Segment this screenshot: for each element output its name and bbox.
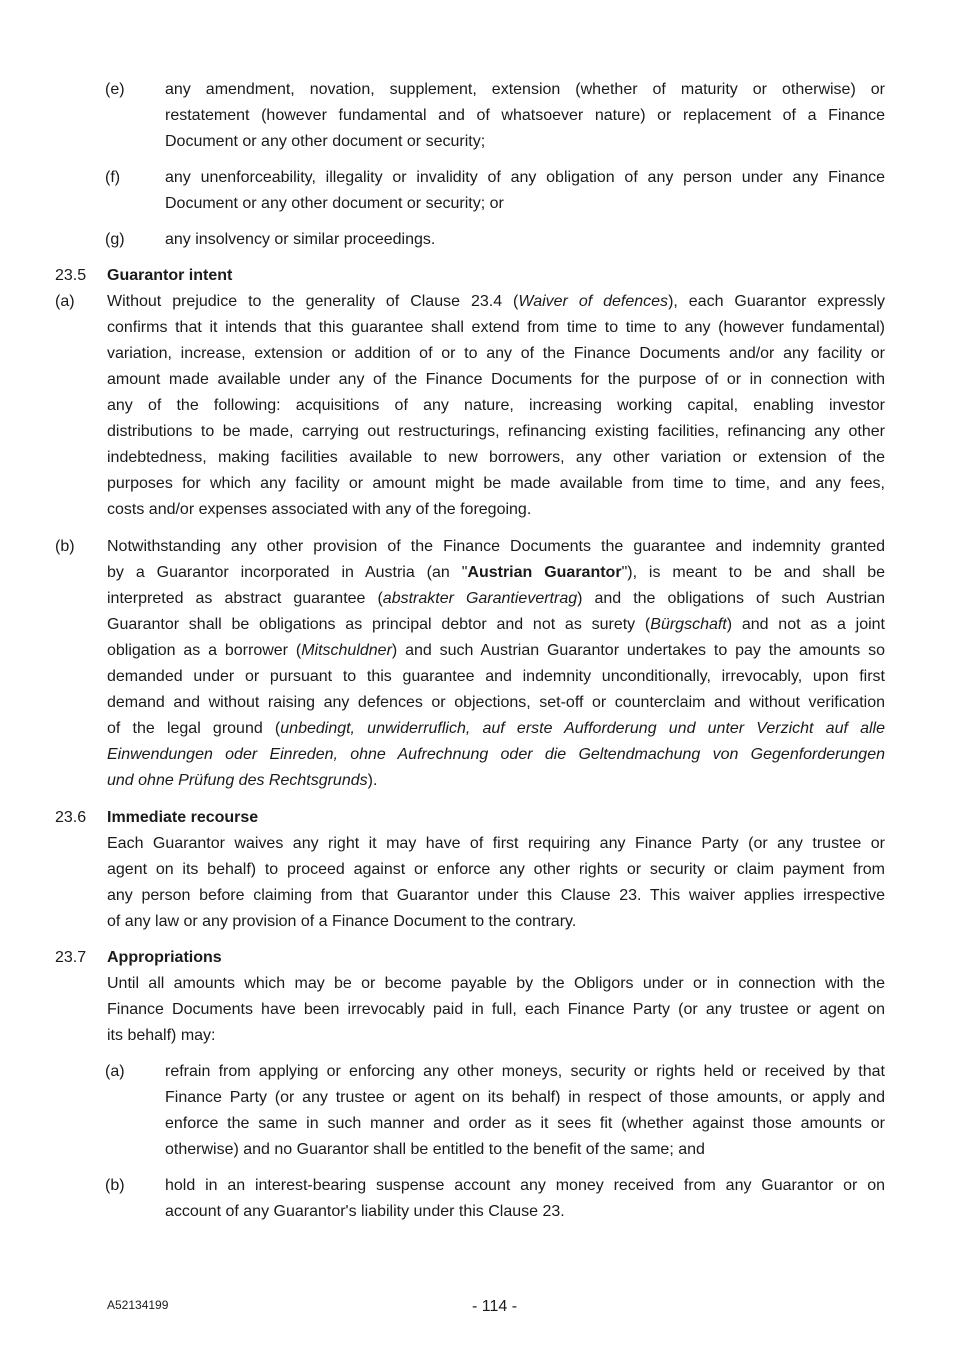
text-line: [107, 638, 885, 664]
paragraph-text: [107, 971, 885, 1049]
text-line: enforce the same in such manner and order as it sees fit (whether against those amounts or: [165, 1115, 885, 1132]
text-run: ) and such Austrian Guarantor undertakes to pay the amounts so: [391, 642, 885, 659]
german-term: unbedingt, unwiderruflich, auf erste Aufforderung und unter Verzicht auf alle: [280, 720, 886, 737]
text-line: Document or any other document or security; or: [165, 195, 504, 212]
text-line: its behalf) may:: [107, 1027, 216, 1044]
text-run: obligation as a borrower (: [107, 642, 302, 659]
text-line: demand and without raising any defences or objections, set-off or counterclaim and without verification: [107, 694, 885, 711]
item-label: (a): [55, 293, 75, 310]
text-line: [107, 560, 885, 586]
defined-term: Austrian Guarantor: [467, 564, 622, 581]
item-label: (e): [105, 81, 125, 98]
text-line: hold in an interest-bearing suspense account any money received from any Guarantor or on: [165, 1177, 885, 1194]
text-line: account of any Guarantor's liability under this Clause 23.: [165, 1203, 565, 1220]
german-term: abstrakter Garantievertrag: [382, 590, 578, 607]
text-line: [107, 768, 885, 794]
text-line: [107, 716, 885, 742]
clause-heading: Immediate recourse: [107, 809, 259, 826]
text-line: costs and/or expenses associated with any of the foregoing.: [107, 501, 532, 518]
text-line: variation, increase, extension or addition of or to any of the Finance Documents and/or any facility or: [107, 345, 885, 362]
text-line: Finance Party (or any trustee or agent on its behalf) in respect of those amounts, or apply and: [165, 1089, 885, 1106]
paragraph-text: [107, 534, 885, 794]
text-run: Guarantor shall be obligations as principal debtor and not as surety (: [107, 616, 651, 633]
text-line: any person before claiming from that Guarantor under this Clause 23. This waiver applies irrespective: [107, 887, 885, 904]
text-line: Notwithstanding any other provision of the Finance Documents the guarantee and indemnity granted: [107, 538, 885, 555]
page-number: - 114 -: [472, 1298, 518, 1315]
text-line: any amendment, novation, supplement, extension (whether of maturity or otherwise) or: [165, 81, 885, 98]
text-run: by a Guarantor incorporated in Austria (an ": [107, 564, 468, 581]
text-line: refrain from applying or enforcing any other moneys, security or rights held or received by that: [165, 1063, 885, 1080]
item-text: [165, 165, 885, 217]
text-run: ).: [367, 772, 378, 789]
clause-number: 23.7: [55, 949, 87, 966]
text-line: [107, 586, 885, 612]
text-line: any insolvency or similar proceedings.: [165, 231, 436, 248]
text-line: demanded under or pursuant to this guarantee and indemnity unconditionally, irrevocably, upon first: [107, 668, 885, 685]
text-line: restatement (however fundamental and of whatsoever nature) or replacement of a Finance: [165, 107, 885, 124]
text-run: ) and the obligations of such Austrian: [577, 590, 886, 607]
item-label: (f): [105, 169, 121, 186]
text-run: ), each Guarantor expressly: [668, 293, 886, 310]
text-line: Each Guarantor waives any right it may have of first requiring any Finance Party (or any trustee or: [107, 835, 885, 852]
item-label: (a): [105, 1063, 125, 1080]
clause-number: 23.5: [55, 267, 87, 284]
clause-reference: Waiver of defences: [518, 293, 669, 310]
item-label: (g): [105, 231, 125, 248]
item-text: [165, 1059, 885, 1163]
clause-number: 23.6: [55, 809, 87, 826]
text-line: any unenforceability, illegality or invalidity of any obligation of any person under any Finance: [165, 169, 885, 186]
text-run: ) and not as a joint: [726, 616, 885, 633]
text-run: Without prejudice to the generality of Clause 23.4 (: [107, 293, 519, 310]
text-line: Until all amounts which may be or become payable by the Obligors under or in connection with the: [107, 975, 885, 992]
text-line: amount made available under any of the Finance Documents for the purpose of or in connection with: [107, 371, 885, 388]
clause-heading: Appropriations: [107, 949, 222, 966]
item-text: [165, 227, 885, 253]
text-line: [107, 612, 885, 638]
item-label: (b): [55, 538, 75, 555]
german-term: Bürgschaft: [650, 616, 727, 633]
text-run: of the legal ground (: [107, 720, 281, 737]
text-line: any of the following: acquisitions of any nature, increasing working capital, enabling investor: [107, 397, 885, 414]
item-text: [165, 1173, 885, 1225]
text-line: Document or any other document or security;: [165, 133, 486, 150]
document-reference: A52134199: [107, 1298, 169, 1312]
text-run: "), is meant to be and shall be: [621, 564, 886, 581]
text-line: indebtedness, making facilities available to new borrowers, any other variation or extension of the: [107, 449, 885, 466]
text-line: of any law or any provision of a Finance Document to the contrary.: [107, 913, 577, 930]
text-line: confirms that it intends that this guarantee shall extend from time to time to any (however fundamental): [107, 319, 885, 336]
text-run: interpreted as abstract guarantee (: [107, 590, 383, 607]
paragraph-text: [107, 289, 885, 523]
text-line: Finance Documents have been irrevocably paid in full, each Finance Party (or any trustee or agent on: [107, 1001, 885, 1018]
text-line: purposes for which any facility or amount might be made available from time to time, and any fees,: [107, 475, 885, 492]
text-line: [107, 289, 885, 315]
item-label: (b): [105, 1177, 125, 1194]
item-text: [165, 77, 885, 155]
german-term: Mitschuldner: [301, 642, 392, 659]
text-line: otherwise) and no Guarantor shall be entitled to the benefit of the same; and: [165, 1141, 705, 1158]
german-term: und ohne Prüfung des Rechtsgrunds: [107, 772, 368, 789]
clause-heading: Guarantor intent: [107, 267, 233, 284]
text-line: agent on its behalf) to proceed against or enforce any other rights or security or claim payment from: [107, 861, 885, 878]
paragraph-text: [107, 831, 885, 935]
text-line: [107, 742, 885, 768]
text-line: distributions to be made, carrying out restructurings, refinancing existing facilities, refinancing any other: [107, 423, 885, 440]
german-term: Einwendungen oder Einreden, ohne Aufrechnung oder die Geltendmachung von Gegenforderungen: [107, 746, 885, 763]
